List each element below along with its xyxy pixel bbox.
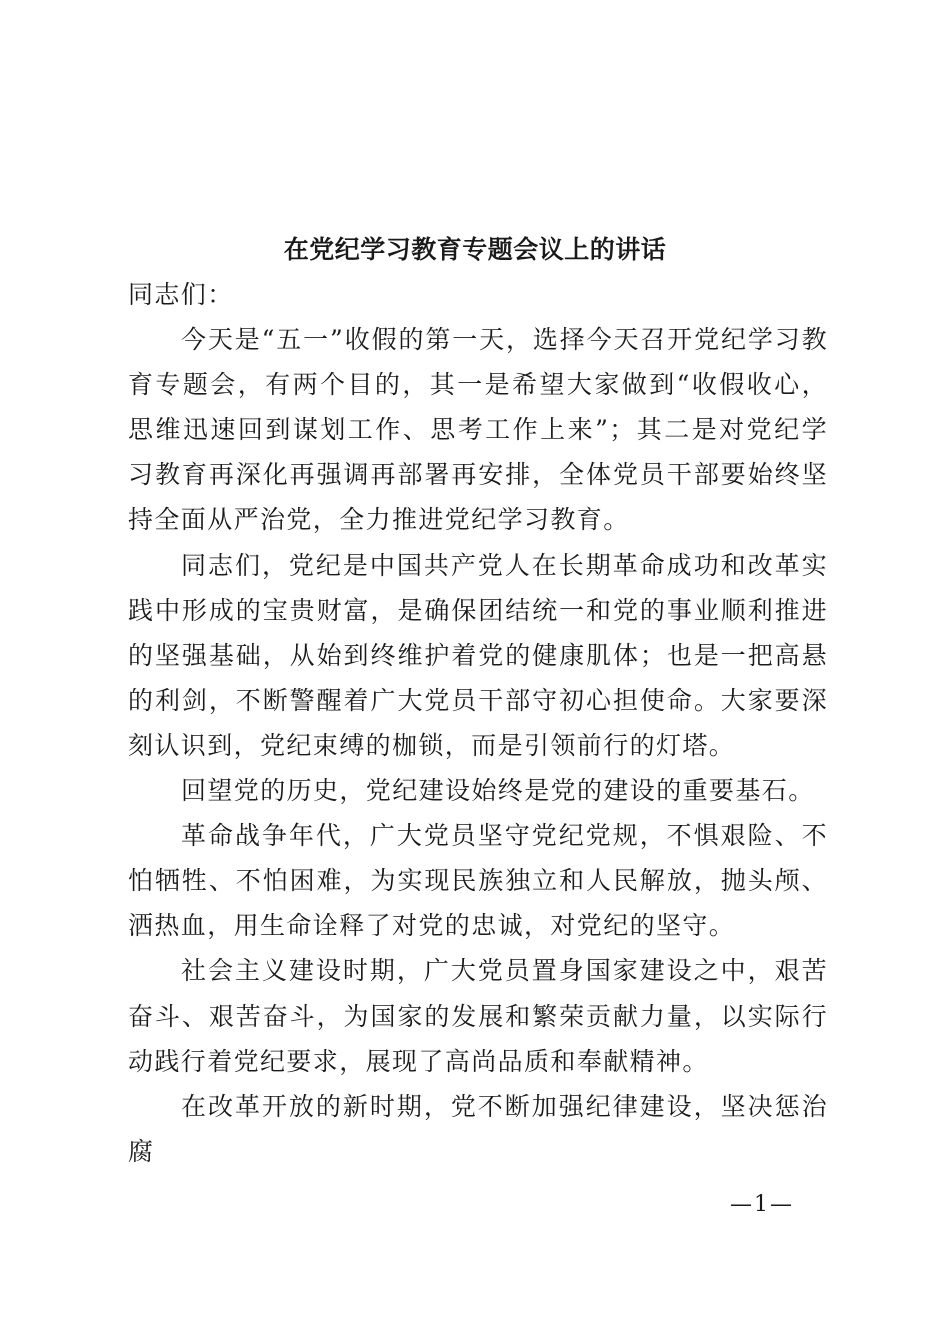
paragraph: 回望党的历史，党纪建设始终是党的建设的重要基石。 <box>181 776 815 806</box>
paragraph: 革命战争年代，广大党员坚守党纪党规，不惧艰险、不怕牺牲、不怕困难，为实现民族独立和人民解放，抛头颅、洒热血，用生命诠释了对党的忠诚，对党纪的坚守。 <box>128 821 828 941</box>
document-body <box>128 272 828 1174</box>
document-title: 在党纪学习教育专题会议上的讲话 <box>283 235 667 264</box>
paragraph: 社会主义建设时期，广大党员置身国家建设之中，艰苦奋斗、艰苦奋斗，为国家的发展和繁荣贡献力量，以实际行动践行着党纪要求，展现了高尚品质和奉献精神。 <box>128 956 828 1076</box>
page-number: —1— <box>730 1192 794 1217</box>
paragraph: 在改革开放的新时期，党不断加强纪律建设，坚决惩治腐 <box>128 1091 828 1166</box>
salutation: 同志们： <box>128 280 234 309</box>
paragraph: 同志们，党纪是中国共产党人在长期革命成功和改革实践中形成的宝贵财富，是确保团结统一和党的事业顺利推进的坚强基础，从始到终维护着党的健康肌体；也是一把高悬的利剑，不断警醒着广大党员干部守初心担使命。大家要深刻认识到，党纪束缚的枷锁，而是引领前行的灯塔。 <box>128 550 828 760</box>
paragraph: 今天是“五一”收假的第一天，选择今天召开党纪学习教育专题会，有两个目的，其一是希望大家做到“收假收心，思维迅速回到谋划工作、思考工作上来”；其二是对党纪学习教育再深化再强调再部署再安排，全体党员干部要始终坚持全面从严治党，全力推进党纪学习教育。 <box>128 325 828 535</box>
